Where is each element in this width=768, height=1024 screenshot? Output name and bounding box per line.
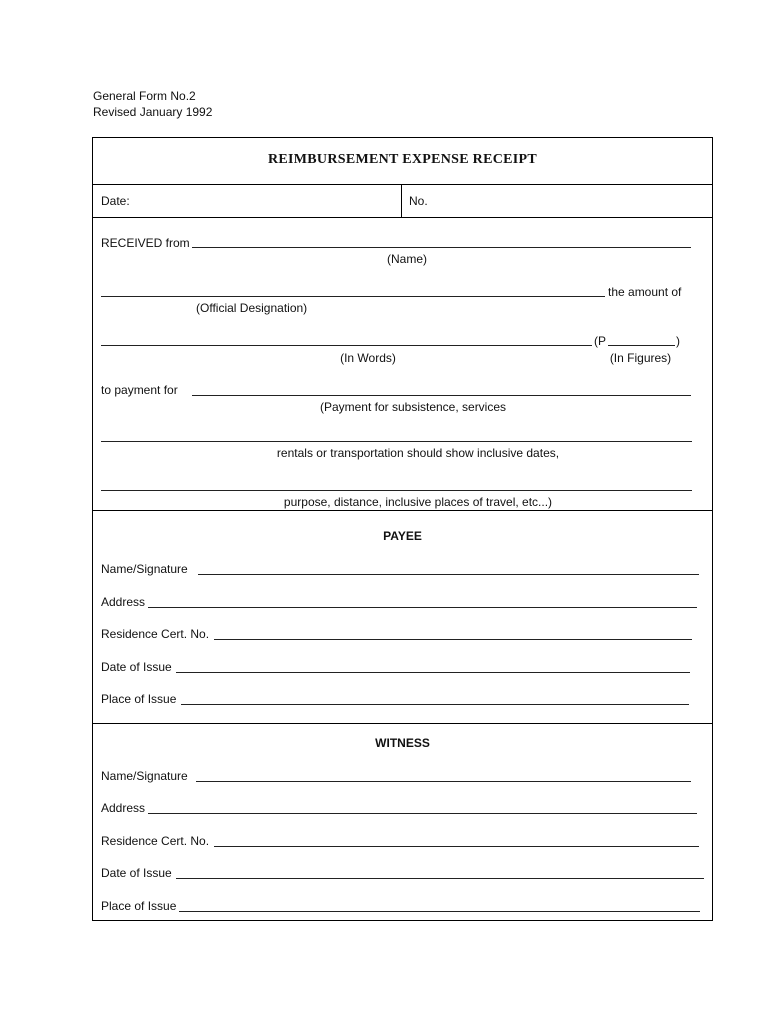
payment-for-field[interactable] — [192, 395, 691, 396]
receipt-form — [92, 137, 713, 921]
payee-heading: PAYEE — [383, 529, 422, 543]
name-caption: (Name) — [386, 252, 427, 266]
witness-address-label: Address — [101, 801, 146, 815]
payee-residence-field[interactable] — [214, 639, 692, 640]
witness-address-field[interactable] — [148, 813, 697, 814]
official-designation-field[interactable] — [101, 296, 605, 297]
divider-witness — [93, 723, 712, 724]
the-amount-of-label: the amount of — [608, 285, 682, 299]
witness-residence-field[interactable] — [214, 846, 699, 847]
payment-details-field-1[interactable] — [101, 441, 692, 442]
amount-in-words-field[interactable] — [101, 345, 592, 346]
payee-date-issue-field[interactable] — [176, 672, 690, 673]
payment-caption-3: purpose, distance, inclusive places of travel, etc...) — [283, 495, 553, 509]
payee-date-issue-label: Date of Issue — [101, 660, 172, 674]
payee-name-label: Name/Signature — [101, 562, 188, 576]
witness-residence-label: Residence Cert. No. — [101, 834, 210, 848]
payment-caption-1: (Payment for subsistence, services — [319, 400, 507, 414]
divider-date-no — [401, 184, 402, 217]
peso-open: (P — [594, 334, 606, 348]
amount-in-figures-field[interactable] — [608, 345, 675, 346]
in-figures-caption: (In Figures) — [609, 351, 672, 365]
witness-name-label: Name/Signature — [101, 769, 188, 783]
received-from-label: RECEIVED from — [101, 236, 190, 250]
payee-place-issue-field[interactable] — [181, 704, 689, 705]
peso-close: ) — [676, 334, 680, 348]
payee-address-field[interactable] — [148, 607, 697, 608]
witness-date-issue-field[interactable] — [176, 878, 704, 879]
witness-date-issue-label: Date of Issue — [101, 866, 172, 880]
witness-name-field[interactable] — [196, 781, 691, 782]
witness-heading: WITNESS — [375, 736, 430, 750]
form-number: General Form No.2 — [93, 89, 196, 103]
payment-caption-2: rentals or transportation should show inclusive dates, — [276, 446, 560, 460]
payee-name-field[interactable] — [198, 574, 699, 575]
witness-place-issue-field[interactable] — [179, 911, 700, 912]
revised-date: Revised January 1992 — [93, 105, 213, 119]
payee-address-label: Address — [101, 595, 146, 609]
no-label: No. — [409, 194, 428, 208]
form-title: REIMBURSEMENT EXPENSE RECEIPT — [267, 152, 538, 167]
date-label: Date: — [101, 194, 130, 208]
in-words-caption: (In Words) — [340, 351, 396, 365]
received-from-field[interactable] — [192, 247, 691, 248]
official-designation-caption: (Official Designation) — [196, 301, 308, 315]
divider-date-row — [93, 217, 712, 218]
divider-title — [93, 184, 712, 185]
payment-for-label: to payment for — [101, 383, 178, 397]
payee-place-issue-label: Place of Issue — [101, 692, 177, 706]
divider-payee — [93, 510, 712, 511]
payee-residence-label: Residence Cert. No. — [101, 627, 210, 641]
witness-place-issue-label: Place of Issue — [101, 899, 177, 913]
payment-details-field-2[interactable] — [101, 490, 692, 491]
